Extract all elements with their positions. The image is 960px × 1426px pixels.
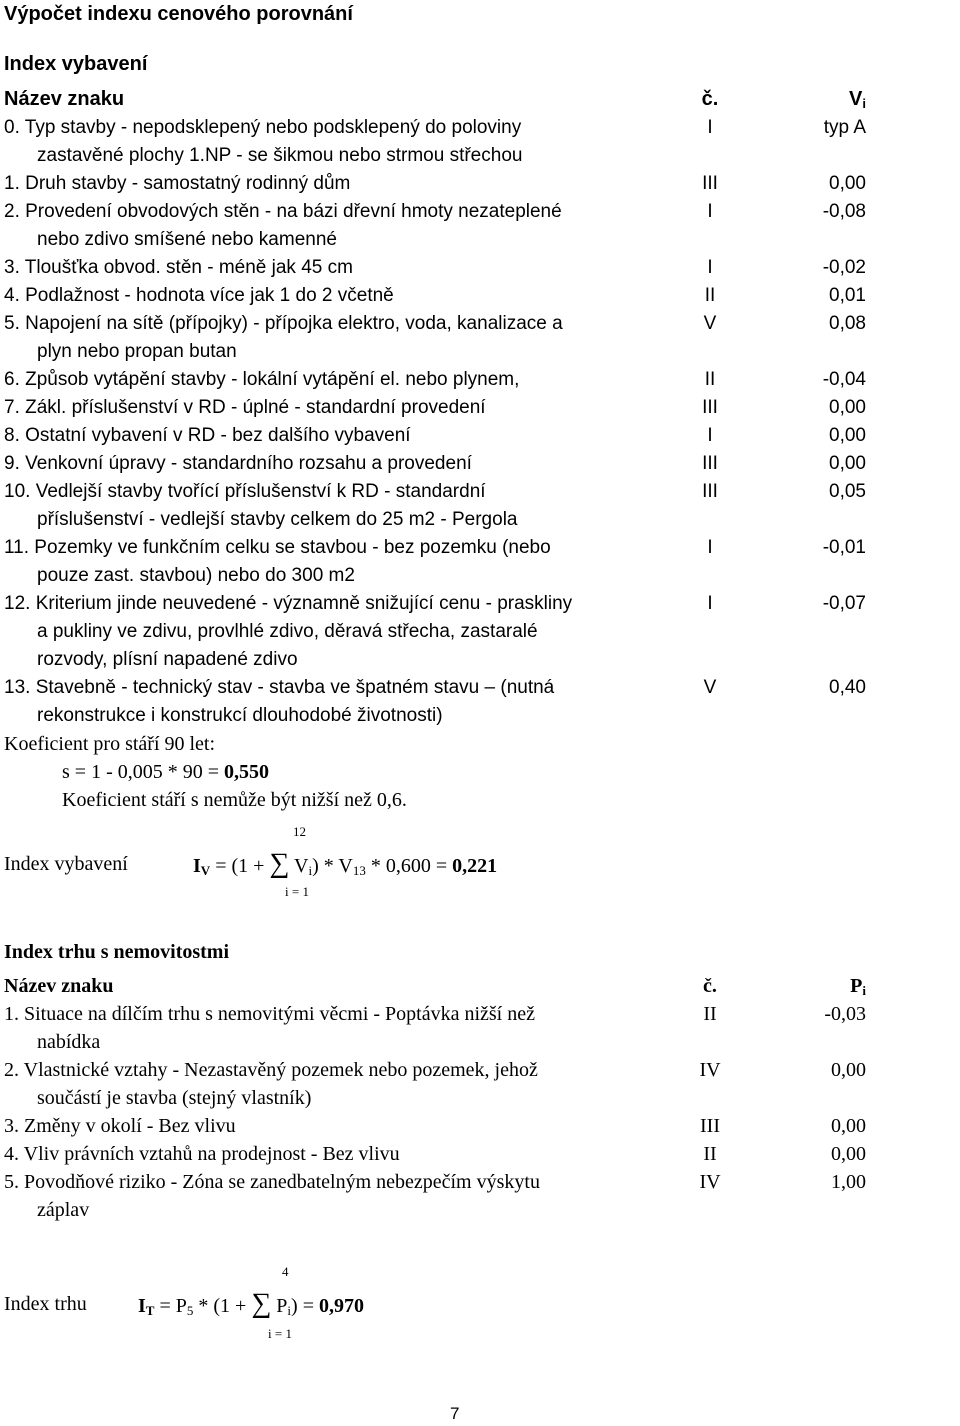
row-description xyxy=(4,366,694,394)
age-label: Koeficient pro stáří 90 let: xyxy=(4,733,216,755)
row-line: záplav xyxy=(37,1199,90,1221)
row-description xyxy=(4,1112,694,1140)
row-class: I xyxy=(707,425,713,446)
row-description xyxy=(4,1140,694,1168)
row-description xyxy=(4,282,694,310)
row-description xyxy=(4,674,694,730)
row-value: -0,08 xyxy=(822,201,866,222)
row-description xyxy=(4,534,694,590)
row-line: 3. Změny v okolí - Bez vlivu xyxy=(4,1115,236,1137)
row-class: II xyxy=(704,285,716,306)
market-col-name: Název znaku xyxy=(4,975,114,997)
market-col-no: č. xyxy=(703,975,717,997)
row-description xyxy=(4,170,694,198)
row-description xyxy=(4,478,694,534)
row-value: 0,08 xyxy=(829,313,866,334)
row-value: 0,00 xyxy=(829,397,866,418)
row-value: 0,00 xyxy=(831,1115,866,1137)
row-line: 7. Zákl. příslušenství v RD - úplné - standardní provedení xyxy=(4,397,486,418)
row-class: IV xyxy=(699,1171,721,1193)
row-class: III xyxy=(702,453,718,474)
sum-top-4: 4 xyxy=(282,1264,289,1279)
row-value: typ A xyxy=(823,117,866,138)
sum-top-12: 12 xyxy=(293,824,306,839)
row-value: 0,00 xyxy=(829,173,866,194)
age-note: Koeficient stáří s nemůže být nižší než 0,6. xyxy=(62,789,407,811)
row-description xyxy=(4,422,694,450)
row-class: I xyxy=(707,201,713,222)
row-value: -0,03 xyxy=(824,1003,866,1025)
row-line: plyn nebo propan butan xyxy=(37,341,237,362)
row-line: 11. Pozemky ve funkčním celku se stavbou - bez pozemku (nebo xyxy=(4,537,551,558)
row-description xyxy=(4,450,694,478)
row-line: 8. Ostatní vybavení v RD - bez dalšího vybavení xyxy=(4,425,411,446)
row-class: V xyxy=(703,677,717,698)
equipment-col-no: č. xyxy=(701,88,719,110)
row-value: 1,00 xyxy=(831,1171,866,1193)
row-description xyxy=(4,1000,694,1056)
row-value: 0,01 xyxy=(829,285,866,306)
row-class: III xyxy=(700,1115,720,1137)
row-line: 6. Způsob vytápění stavby - lokální vytápění el. nebo plynem, xyxy=(4,369,520,390)
row-class: II xyxy=(704,369,716,390)
row-line: 4. Vliv právních vztahů na prodejnost - Bez vlivu xyxy=(4,1143,400,1165)
row-class: I xyxy=(707,593,713,614)
row-value: 0,00 xyxy=(829,453,866,474)
market-heading: Index trhu s nemovitostmi xyxy=(4,941,230,963)
row-line: 1. Situace na dílčím trhu s nemovitými věcmi - Poptávka nižší než xyxy=(4,1003,535,1025)
row-description xyxy=(4,254,694,282)
equipment-col-val: $V_i$ xyxy=(849,88,866,111)
row-line: 0. Typ stavby - nepodsklepený nebo podsklepený do poloviny xyxy=(4,117,522,138)
row-description xyxy=(4,1056,694,1112)
row-line: 5. Napojení na sítě (přípojky) - přípojka elektro, voda, kanalizace a xyxy=(4,313,563,334)
equipment-result: 0,221 xyxy=(452,855,498,877)
row-line: pouze zast. stavbou) nebo do 300 m2 xyxy=(37,565,355,586)
row-class: I xyxy=(707,257,713,278)
row-line: nebo zdivo smíšené nebo kamenné xyxy=(37,229,337,250)
row-line: 3. Tloušťka obvod. stěn - méně jak 45 cm xyxy=(4,257,353,278)
sigma-icon: ∑ xyxy=(251,1288,272,1319)
row-class: III xyxy=(702,397,718,418)
market-col-val: $P_i$ xyxy=(850,975,866,998)
row-line: 10. Vedlejší stavby tvořící příslušenství k RD - standardní xyxy=(4,481,486,502)
row-class: II xyxy=(703,1143,717,1165)
row-line: 13. Stavebně - technický stav - stavba ve špatném stavu – (nutná xyxy=(4,677,555,698)
row-value: -0,01 xyxy=(822,537,866,558)
row-value: 0,40 xyxy=(829,677,866,698)
market-formula-label: Index trhu xyxy=(4,1293,87,1315)
age-result: 0,550 xyxy=(224,761,270,783)
page-title: Výpočet indexu cenového porovnání xyxy=(4,3,353,25)
page-number: 7 xyxy=(450,1404,460,1423)
equipment-formula-label: Index vybavení xyxy=(4,853,128,875)
row-line: 2. Vlastnické vztahy - Nezastavěný pozemek nebo pozemek, jehož xyxy=(4,1059,538,1081)
row-line: součástí je stavba (stejný vlastník) xyxy=(37,1087,312,1109)
row-line: rozvody, plísní napadené zdivo xyxy=(37,649,298,670)
equipment-heading: Index vybavení xyxy=(4,53,148,75)
row-description xyxy=(4,590,694,674)
row-line: 12. Kriterium jinde neuvedené - významně snižující cenu - praskliny xyxy=(4,593,573,614)
row-line: 4. Podlažnost - hodnota více jak 1 do 2 včetně xyxy=(4,285,394,306)
row-value: -0,07 xyxy=(822,593,866,614)
row-class: IV xyxy=(699,1059,721,1081)
row-line: příslušenství - vedlejší stavby celkem do 25 m2 - Pergola xyxy=(37,509,518,530)
sum-bottom-eq: i = 1 xyxy=(285,884,309,899)
row-description xyxy=(4,114,694,170)
row-value: -0,04 xyxy=(822,369,866,390)
row-value: -0,02 xyxy=(822,257,866,278)
row-class: V xyxy=(703,313,717,334)
row-line: nabídka xyxy=(37,1031,101,1053)
row-line: 2. Provedení obvodových stěn - na bázi dřevní hmoty nezateplené xyxy=(4,201,562,222)
equipment-formula: $I_V = (1$ + ∑ $V_i) * V_{13} * 0,600 = 0,221$ xyxy=(193,848,498,879)
row-value: 0,00 xyxy=(831,1059,866,1081)
row-line: a pukliny ve zdivu, provlhlé zdivo, děravá střecha, zastaralé xyxy=(37,621,538,642)
row-value: 0,05 xyxy=(829,481,866,502)
row-value: 0,00 xyxy=(829,425,866,446)
row-description xyxy=(4,198,694,254)
sigma-icon: ∑ xyxy=(269,848,290,879)
row-description xyxy=(4,394,694,422)
market-formula: $I_T = P_5 * (1$ + ∑ $P_i) = 0,970$ xyxy=(138,1288,364,1319)
row-class: I xyxy=(707,117,713,138)
row-description xyxy=(4,310,694,366)
row-class: III xyxy=(702,173,718,194)
row-description xyxy=(4,1168,694,1224)
row-line: rekonstrukce i konstrukcí dlouhodobé životnosti) xyxy=(37,705,443,726)
row-line: 9. Venkovní úpravy - standardního rozsahu a provedení xyxy=(4,453,472,474)
row-class: III xyxy=(702,481,718,502)
market-result: 0,970 xyxy=(319,1295,364,1317)
age-formula: s = 1 - 0,005 * 90 = 0,550 xyxy=(62,761,270,783)
row-class: I xyxy=(707,537,713,558)
row-line: 5. Povodňové riziko - Zóna se zanedbatelným nebezpečím výskytu xyxy=(4,1171,540,1193)
sum-bottom-mk: i = 1 xyxy=(268,1326,292,1341)
row-line: 1. Druh stavby - samostatný rodinný dům xyxy=(4,173,351,194)
equipment-col-name: Název znaku xyxy=(4,88,125,110)
row-value: 0,00 xyxy=(831,1143,866,1165)
row-line: zastavěné plochy 1.NP - se šikmou nebo strmou střechou xyxy=(37,145,523,166)
row-class: II xyxy=(703,1003,717,1025)
